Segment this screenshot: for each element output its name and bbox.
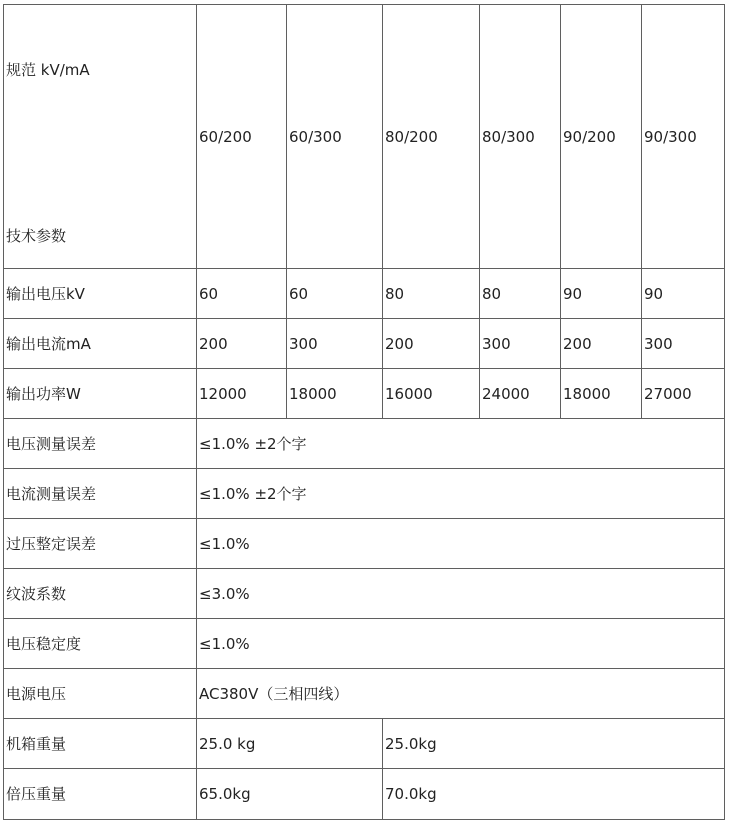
model-header: 90/300 <box>642 5 725 269</box>
table-cell: 18000 <box>561 369 642 419</box>
multiplier-weight-row <box>4 769 725 820</box>
table-cell: 200 <box>197 319 287 369</box>
model-header: 80/300 <box>480 5 561 269</box>
table-cell: 300 <box>287 319 383 369</box>
table-cell: 24000 <box>480 369 561 419</box>
row-label: 电流测量误差 <box>4 469 197 519</box>
table-cell: 60 <box>287 269 383 319</box>
table-cell: 200 <box>383 319 480 369</box>
header-row <box>4 5 725 269</box>
model-header: 60/200 <box>197 5 287 269</box>
table-cell: 65.0kg <box>197 769 383 820</box>
row-label: 输出功率W <box>4 369 197 419</box>
voltage-error-row <box>4 419 725 469</box>
row-label: 输出电压kV <box>4 269 197 319</box>
table-cell: 90 <box>561 269 642 319</box>
table-cell: 80 <box>480 269 561 319</box>
spec-label: 规范 kV/mA <box>6 61 90 79</box>
row-label: 倍压重量 <box>4 769 197 820</box>
row-label: 纹波系数 <box>4 569 197 619</box>
header-label-cell <box>4 5 197 269</box>
table-cell: 12000 <box>197 369 287 419</box>
table-cell: ≤1.0% <box>197 619 725 669</box>
table-cell: 25.0kg <box>383 719 725 769</box>
param-label: 技术参数 <box>6 227 67 245</box>
table-cell: ≤1.0% <box>197 519 725 569</box>
table-cell: 300 <box>642 319 725 369</box>
model-header: 80/200 <box>383 5 480 269</box>
model-header: 60/300 <box>287 5 383 269</box>
row-label: 机箱重量 <box>4 719 197 769</box>
row-label: 电源电压 <box>4 669 197 719</box>
row-label: 电压稳定度 <box>4 619 197 669</box>
table-cell: 27000 <box>642 369 725 419</box>
voltage-stability-row <box>4 619 725 669</box>
table-cell: 80 <box>383 269 480 319</box>
table-cell: 18000 <box>287 369 383 419</box>
current-error-row <box>4 469 725 519</box>
table-cell: ≤3.0% <box>197 569 725 619</box>
row-label: 输出电流mA <box>4 319 197 369</box>
table-cell: 70.0kg <box>383 769 725 820</box>
power-supply-row <box>4 669 725 719</box>
spec-table <box>3 4 725 820</box>
table-cell: 25.0 kg <box>197 719 383 769</box>
ripple-row <box>4 569 725 619</box>
table-cell: AC380V（三相四线） <box>197 669 725 719</box>
table-cell: 300 <box>480 319 561 369</box>
table-cell: 90 <box>642 269 725 319</box>
output-current-row <box>4 319 725 369</box>
table-cell: 60 <box>197 269 287 319</box>
table-cell: ≤1.0% ±2个字 <box>197 419 725 469</box>
table-cell: 16000 <box>383 369 480 419</box>
model-header: 90/200 <box>561 5 642 269</box>
overvoltage-error-row <box>4 519 725 569</box>
row-label: 过压整定误差 <box>4 519 197 569</box>
output-power-row <box>4 369 725 419</box>
case-weight-row <box>4 719 725 769</box>
row-label: 电压测量误差 <box>4 419 197 469</box>
table-cell: 200 <box>561 319 642 369</box>
output-voltage-row <box>4 269 725 319</box>
table-cell: ≤1.0% ±2个字 <box>197 469 725 519</box>
